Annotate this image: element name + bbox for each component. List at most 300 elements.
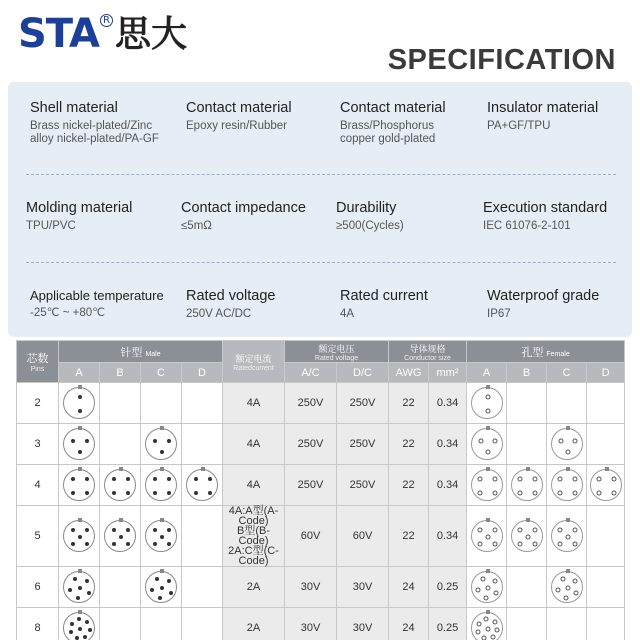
pin-contact-dot [492,476,497,481]
pin-contact-dot [492,619,497,624]
coding-key-icon [486,467,490,471]
connector-pinout-icon [551,428,583,460]
pin-contact-dot [563,595,568,600]
header-mm2: mm² [429,363,467,383]
pin-contact-dot [71,477,75,481]
value-dc: 250V [337,383,389,424]
pin-contact-dot [112,477,116,481]
value-ac: 250V [285,465,337,506]
pin-contact-dot [490,635,495,640]
female-icon-cell [507,465,547,506]
header-code: C [547,363,587,383]
header-subtext: Ratedcurrent [233,364,274,372]
pin-contact-dot [153,542,157,546]
value-awg: 24 [389,608,429,640]
current-line: 2A:C型(C-Code) [228,545,279,567]
coding-key-icon [605,467,609,471]
spec-panel [8,82,632,337]
connector-pinout-icon [511,520,543,552]
table-row [17,465,625,506]
pin-contact-dot [475,587,480,592]
pin-contact-dot [73,577,77,581]
spec-label: Waterproof grade [487,288,600,304]
coding-key-icon [486,426,490,430]
pins-count: 3 [17,424,59,465]
header-text: 孔型 [521,346,544,359]
pin-contact-dot [492,578,497,583]
male-icon-cell [100,506,141,567]
pin-contact-dot [78,627,82,631]
pin-contact-dot [112,491,116,495]
pin-contact-dot [485,409,490,414]
coding-key-icon [486,610,490,614]
pin-contact-dot [126,477,130,481]
female-icon-cell [547,424,587,465]
connector-pinout-icon [471,520,503,552]
rated-current: 2A [223,608,285,640]
pin-contact-dot [153,439,157,443]
pin-contact-dot [558,491,563,496]
pin-contact-dot [572,542,577,547]
pin-contact-dot [208,491,212,495]
value-mm2: 0.34 [429,465,467,506]
spec-value: Epoxy resin/Rubber [186,120,287,132]
coding-key-icon [526,518,530,522]
connector-pinout-icon [471,428,503,460]
rated-current [223,506,285,567]
pin-contact-dot [560,577,565,582]
coding-key-icon [566,426,570,430]
female-icon-cell [587,506,625,567]
male-icon-cell [141,608,182,640]
spec-molding-material [26,200,132,233]
coding-key-icon [160,569,164,573]
coding-key-icon [119,467,123,471]
male-icon-cell [59,506,100,567]
coding-key-icon [78,385,82,389]
pin-contact-dot [126,491,130,495]
spec-shell-material [30,100,159,146]
connector-pinout-icon [471,612,503,640]
male-icon-cell [182,567,223,608]
pin-contact-dot [532,542,537,547]
pin-contact-dot [574,590,579,595]
pin-contact-dot [532,476,537,481]
coding-key-icon [526,467,530,471]
table-row [17,424,625,465]
pin-contact-dot [150,588,154,592]
spec-value-line: Brass/Phosphorus [340,120,434,132]
female-icon-cell [547,465,587,506]
value-awg: 22 [389,383,429,424]
connector-pinout-icon [471,387,503,419]
spec-contact-material-1 [186,100,292,133]
connector-pinout-icon [63,520,95,552]
pin-contact-dot [518,491,523,496]
connector-pinout-icon [471,571,503,603]
pin-contact-dot [476,630,481,635]
pin-contact-dot [518,542,523,547]
value-awg: 24 [389,567,429,608]
pin-contact-dot [477,621,482,626]
pin-contact-dot [160,535,164,539]
pin-contact-dot [494,590,499,595]
pins-count: 6 [17,567,59,608]
pin-contact-dot [112,542,116,546]
value-dc: 60V [337,506,389,567]
pin-contact-dot [167,477,171,481]
pin-contact-dot [478,439,483,444]
connector-pinout-icon [511,469,543,501]
male-icon-cell [100,424,141,465]
pin-contact-dot [482,636,487,640]
header-subtext: Pins [30,366,45,373]
spec-value: TPU/PVC [26,220,76,232]
pin-contact-dot [153,528,157,532]
spec-label: Insulator material [487,100,599,116]
pin-contact-dot [85,579,89,583]
female-icon-cell [547,567,587,608]
connector-pinout-icon [145,428,177,460]
pin-contact-dot [160,450,164,454]
pin-contact-dot [167,491,171,495]
coding-key-icon [78,426,82,430]
table-row [17,383,625,424]
table-row [17,608,625,640]
pin-contact-dot [572,476,577,481]
spec-value-line: Brass nickel-plated/Zinc [30,120,153,132]
connector-pinout-icon [551,469,583,501]
coding-key-icon [566,569,570,573]
connector-pinout-icon [104,469,136,501]
value-dc: 250V [337,465,389,506]
header-male [59,341,223,363]
pin-contact-dot [483,595,488,600]
pin-contact-dot [194,477,198,481]
spec-contact-material-2 [340,100,446,146]
pin-contact-dot [85,477,89,481]
pin-contact-dot [572,491,577,496]
page-title: SPECIFICATION [387,44,616,76]
female-icon-cell [587,465,625,506]
pin-contact-dot [532,491,537,496]
value-ac: 60V [285,506,337,567]
male-icon-cell [141,567,182,608]
male-icon-cell [59,608,100,640]
header-code: A [467,363,507,383]
connector-pinout-icon [145,571,177,603]
connector-pinout-icon [590,469,622,501]
header-code: D [182,363,223,383]
pin-contact-dot [76,596,80,600]
pin-contact-dot [69,630,73,634]
pins-count: 2 [17,383,59,424]
male-icon-cell [182,424,223,465]
pin-contact-dot [485,395,490,400]
connector-pinout-icon [551,571,583,603]
pin-contact-dot [555,587,560,592]
female-icon-cell [507,424,547,465]
pin-contact-dot [597,476,602,481]
header-ac: A/C [285,363,337,383]
pin-contact-dot [518,527,523,532]
female-icon-cell [467,424,507,465]
pin-contact-dot [480,577,485,582]
female-icon-cell [467,506,507,567]
pin-contact-dot [77,617,81,621]
pins-count: 5 [17,506,59,567]
connector-pinout-icon [63,612,95,640]
header-code: B [100,363,141,383]
spec-execution-standard [483,200,607,233]
header-subtext: Conductor size [404,354,451,362]
male-icon-cell [100,608,141,640]
spec-insulator-material [487,100,598,133]
pin-contact-dot [85,620,89,624]
spec-durability [336,200,404,233]
spec-label: Applicable temperature [30,288,164,303]
value-mm2: 0.25 [429,608,467,640]
pin-contact-dot [565,586,570,591]
header-rated-voltage [285,341,389,363]
spec-value: -25℃ ~ +80℃ [30,307,106,319]
current-line: 4A:A型(A-Code) [228,505,279,527]
pins-count: 8 [17,608,59,640]
dashed-divider [26,174,616,175]
pin-contact-dot [485,535,490,540]
spec-value: IEC 61076-2-101 [483,220,571,232]
pin-contact-dot [167,528,171,532]
male-icon-cell [100,383,141,424]
spec-label: Contact material [340,100,446,116]
header-female [467,341,625,363]
rated-current: 4A [223,465,285,506]
female-icon-cell [507,608,547,640]
coding-key-icon [78,467,82,471]
male-icon-cell [141,424,182,465]
pin-contact-dot [597,491,602,496]
table-body [17,383,625,640]
coding-key-icon [486,569,490,573]
male-icon-cell [141,383,182,424]
connector-spec-table [16,340,625,640]
header-code: C [141,363,182,383]
pin-contact-dot [485,450,490,455]
connector-pinout-icon [104,520,136,552]
pin-contact-dot [78,409,82,413]
header-code: D [587,363,625,383]
header-subtext: Rated voltage [314,354,359,362]
pin-contact-dot [492,491,497,496]
header-subtext: Female [546,350,570,358]
female-icon-cell [547,383,587,424]
header-code: A [59,363,100,383]
connector-pinout-icon [145,469,177,501]
value-mm2: 0.34 [429,383,467,424]
pin-contact-dot [119,535,123,539]
female-icon-cell [507,383,547,424]
female-icon-cell [467,608,507,640]
spec-label: Contact impedance [181,200,306,216]
spec-waterproof-grade [487,288,599,321]
table-row [17,567,625,608]
header-subtext: Male [145,350,161,358]
value-awg: 22 [389,506,429,567]
male-icon-cell [182,383,223,424]
table-header-row-1 [17,341,625,363]
male-icon-cell [141,506,182,567]
connector-pinout-icon [186,469,218,501]
table-row [17,506,625,567]
spec-label: Molding material [26,200,133,216]
spec-value-line: copper gold-plated [340,133,436,145]
male-icon-cell [182,506,223,567]
spec-value: PA+GF/TPU [487,120,551,132]
female-icon-cell [587,567,625,608]
spec-label: Execution standard [483,200,608,216]
pin-contact-dot [572,439,577,444]
value-dc: 30V [337,608,389,640]
pin-contact-dot [485,627,490,632]
header-conductor-size [389,341,467,363]
pin-contact-dot [71,439,75,443]
coding-key-icon [160,518,164,522]
coding-key-icon [486,518,490,522]
header-rated-current [223,341,285,383]
pin-contact-dot [71,542,75,546]
male-icon-cell [59,424,100,465]
pin-contact-dot [85,542,89,546]
logo-chinese: 思大 [114,14,187,55]
connector-pinout-icon [145,520,177,552]
pin-contact-dot [558,439,563,444]
pin-contact-dot [525,535,530,540]
male-icon-cell [59,567,100,608]
spec-value [30,120,159,146]
connector-pinout-icon [471,469,503,501]
header-text: 导体规格 [409,343,446,354]
pin-contact-dot [167,439,171,443]
pin-contact-dot [160,586,164,590]
male-icon-cell [100,465,141,506]
spec-value [340,120,446,146]
pin-contact-dot [167,579,171,583]
pin-contact-dot [194,491,198,495]
pin-contact-dot [78,395,82,399]
pin-contact-dot [126,528,130,532]
pin-contact-dot [155,577,159,581]
pin-contact-dot [532,527,537,532]
spec-label: Shell material [30,100,118,116]
pin-contact-dot [565,450,570,455]
pin-contact-dot [87,591,91,595]
coding-key-icon [78,569,82,573]
pin-contact-dot [492,527,497,532]
male-icon-cell [59,383,100,424]
pin-contact-dot [153,477,157,481]
pin-contact-dot [558,542,563,547]
connector-pinout-icon [63,469,95,501]
coding-key-icon [119,518,123,522]
pin-contact-dot [572,578,577,583]
pin-contact-dot [78,586,82,590]
table-header-row-2 [17,363,625,383]
header-code: B [507,363,547,383]
header-text: 针型 [120,346,143,359]
pin-contact-dot [68,588,72,592]
pin-contact-dot [208,477,212,481]
header [0,0,640,82]
value-awg: 22 [389,424,429,465]
pin-contact-dot [71,491,75,495]
connector-pinout-icon [551,520,583,552]
pin-contact-dot [78,450,82,454]
value-ac: 30V [285,608,337,640]
spec-applicable-temperature [30,288,164,320]
header-text: 额定电压 [318,343,355,354]
header-text: 额定电流 [235,353,272,364]
spec-value: 4A [340,308,355,320]
value-ac: 250V [285,383,337,424]
pin-contact-dot [158,596,162,600]
header-pins [17,341,59,383]
brand-logo [18,12,187,58]
value-dc: 250V [337,424,389,465]
connector-pinout-icon [63,428,95,460]
rated-current: 4A [223,383,285,424]
spec-label: Rated current [340,288,428,304]
spec-value: ≥500(Cycles) [336,220,404,232]
pin-contact-dot [558,527,563,532]
pin-contact-dot [85,528,89,532]
pin-contact-dot [112,528,116,532]
pin-contact-dot [485,586,490,591]
female-icon-cell [507,567,547,608]
spec-value-line: alloy nickel-plated/PA-GF [30,133,159,145]
spec-rated-current [340,288,428,321]
value-ac: 30V [285,567,337,608]
female-icon-cell [547,506,587,567]
coding-key-icon [160,467,164,471]
pin-contact-dot [85,439,89,443]
pin-contact-dot [518,476,523,481]
pin-contact-dot [484,617,489,622]
male-icon-cell [59,465,100,506]
connector-pinout-icon [63,387,95,419]
pin-contact-dot [565,535,570,540]
female-icon-cell [547,608,587,640]
pin-contact-dot [492,439,497,444]
value-awg: 22 [389,465,429,506]
coding-key-icon [78,610,82,614]
pin-contact-dot [495,628,500,633]
spec-rated-voltage [186,288,275,321]
dashed-divider [26,262,616,263]
pin-contact-dot [478,542,483,547]
header-dc: D/C [337,363,389,383]
coding-key-icon [486,385,490,389]
rated-current: 2A [223,567,285,608]
male-icon-cell [182,608,223,640]
spec-label: Durability [336,200,397,216]
pin-contact-dot [169,591,173,595]
male-icon-cell [141,465,182,506]
registered-mark: R [100,14,113,27]
coding-key-icon [566,518,570,522]
pin-contact-dot [492,542,497,547]
pin-contact-dot [478,491,483,496]
coding-key-icon [160,426,164,430]
